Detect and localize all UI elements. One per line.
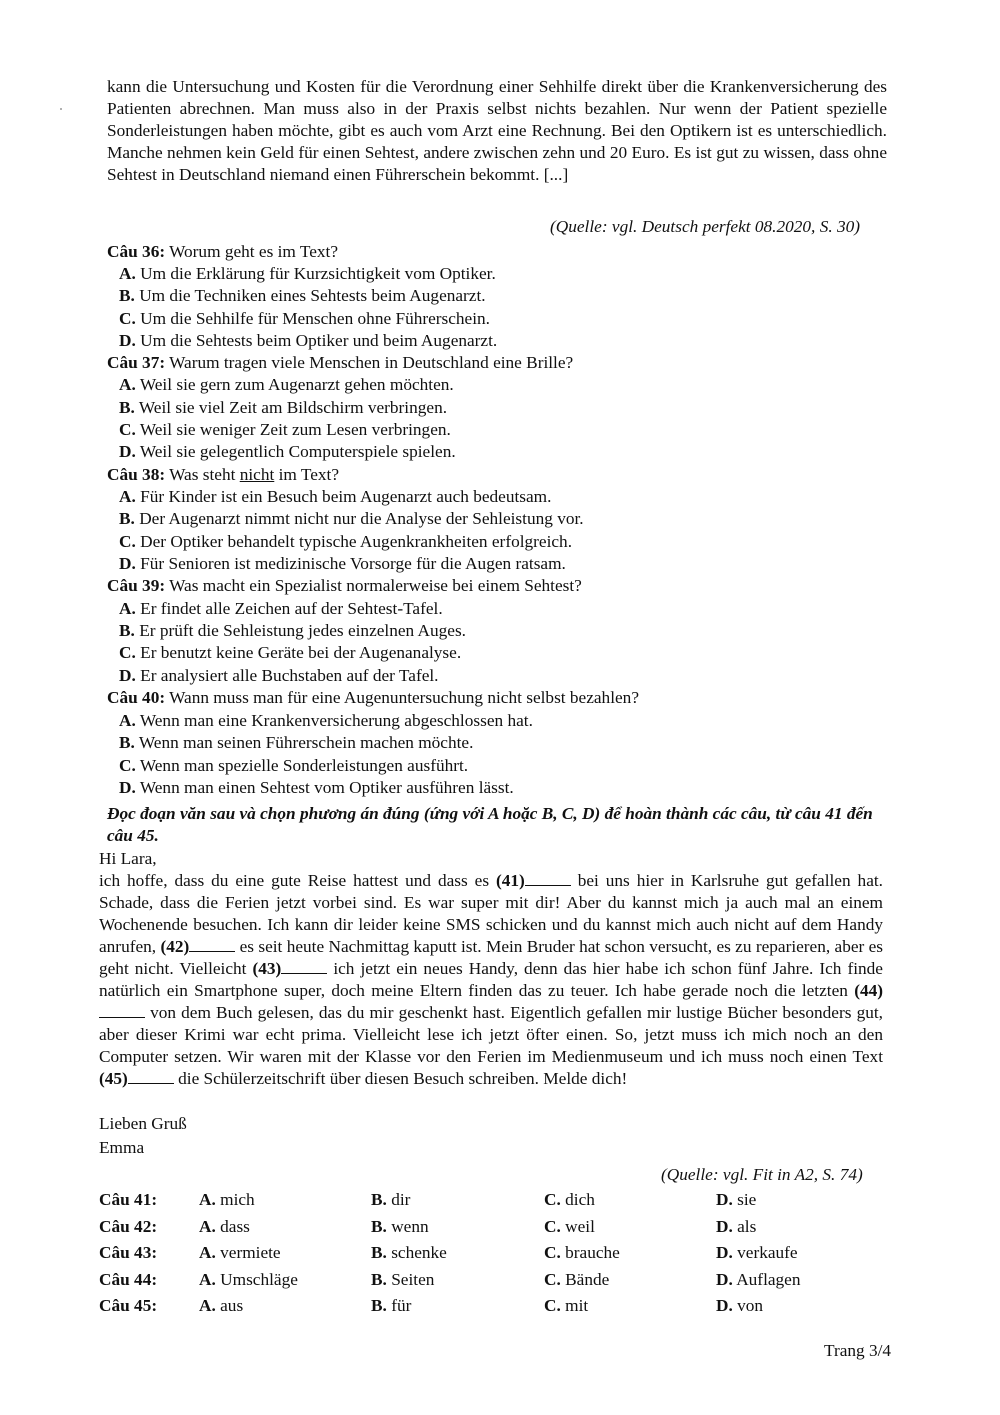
question-text: Wann muss man für eine Augenuntersuchung nicht selbst bezahlen? — [169, 688, 639, 707]
option: A. Für Kinder ist ein Besuch beim Augenarzt auch bedeutsam. — [119, 487, 552, 506]
question-37 — [107, 352, 573, 374]
option: B. Wenn man seinen Führerschein machen möchte. — [119, 733, 474, 752]
option: A. Wenn man eine Krankenversicherung abgeschlossen hat. — [119, 711, 533, 730]
blank-line — [189, 937, 235, 952]
option: C. Er benutzt keine Geräte bei der Augenanalyse. — [119, 643, 462, 662]
letter-signature: Emma — [99, 1138, 145, 1157]
answer-row-41: Câu 41: A. mich B. dir C. dich D. sie — [99, 1190, 757, 1209]
option: C. Um die Sehhilfe für Menschen ohne Führerschein. — [119, 309, 490, 328]
question-text: Warum tragen viele Menschen in Deutschland eine Brille? — [169, 353, 574, 372]
option: D. Weil sie gelegentlich Computerspiele spielen. — [119, 442, 456, 461]
option: C. Der Optiker behandelt typische Augenkrankheiten erfolgreich. — [119, 532, 573, 551]
blank-line — [281, 959, 327, 974]
question-label: Câu 36: — [107, 242, 166, 261]
blank-43: (43) — [252, 959, 282, 978]
passage-source: (Quelle: vgl. Deutsch perfekt 08.2020, S. 30) — [550, 217, 861, 236]
blank-line — [99, 1003, 145, 1018]
blank-41: (41) — [496, 871, 525, 890]
question-text: Was macht ein Spezialist normalerweise bei einem Sehtest? — [169, 576, 582, 595]
answer-row-45: Câu 45: A. aus B. für C. mit D. von — [99, 1296, 764, 1315]
blank-42: (42) — [160, 937, 190, 956]
option: B. Der Augenarzt nimmt nicht nur die Analyse der Sehleistung vor. — [119, 509, 584, 528]
answer-row-44: Câu 44: A. Umschläge B. Seiten C. Bände D. Auflagen — [99, 1270, 801, 1289]
question-label: Câu 39: — [107, 576, 166, 595]
blank-45: (45) — [99, 1069, 128, 1088]
page-number: Trang 3/4 — [824, 1341, 892, 1360]
letter-body: ich hoffe, dass du eine gute Reise hattest und dass es (41) bei uns hier in Karlsruhe gut gefallen hat. Schade, dass die Ferien jetzt vorbei sind. Es war super mit dir! Aber du kannst mich ja auch mal an einem Wochenende besuchen. Ich kann dir leider keine SMS schicken und du kannst mich auch nicht auf dem Handy anrufen, (42) es seit heute Nachmittag kaputt ist. Mein Bruder hat schon versucht, es zu reparieren, aber es geht nicht. Vielleicht (43) ich jetzt ein neues Handy, denn das hier habe ich schon fünf Jahre. Ich finde natürlich ein Smartphone super, doch meine Eltern finden das zu teuer. Ich habe gerade noch die letzten (44) von dem Buch gelesen, das du mir geschenkt hast. Eigentlich gefallen mir lustige Bücher besonders gut, aber dieser Krimi war echt prima. Vielleicht lese ich jetzt öfter einen. So, jetzt muss ich mich noch an den Computer setzen. Wir waren mit der Klasse vor den Ferien im Medienmuseum und ich muss noch einen Text (45) die Schülerzeitschrift über diesen Besuch schreiben. Melde dich! — [99, 871, 884, 1088]
question-40 — [107, 687, 639, 709]
option: D. Um die Sehtests beim Optiker und beim Augenarzt. — [119, 331, 498, 350]
question-36 — [107, 241, 338, 263]
question-label: Câu 40: — [107, 688, 166, 707]
question-label: Câu 38: — [107, 465, 166, 484]
option: D. Wenn man einen Sehtest vom Optiker ausführen lässt. — [119, 778, 514, 797]
blank-44: (44) — [854, 981, 883, 1000]
blank-line — [525, 871, 571, 886]
answer-row-43: Câu 43: A. vermiete B. schenke C. brauche D. verkaufe — [99, 1243, 798, 1262]
letter-greeting: Hi Lara, — [99, 849, 157, 868]
question-label: Câu 37: — [107, 353, 166, 372]
option: B. Um die Techniken eines Sehtests beim Augenarzt. — [119, 286, 486, 305]
option: C. Wenn man spezielle Sonderleistungen ausführt. — [119, 756, 469, 775]
option: B. Weil sie viel Zeit am Bildschirm verbringen. — [119, 398, 448, 417]
option: C. Weil sie weniger Zeit zum Lesen verbringen. — [119, 420, 451, 439]
letter-source: (Quelle: vgl. Fit in A2, S. 74) — [661, 1165, 863, 1184]
answer-row-42: Câu 42: A. dass B. wenn C. weil D. als — [99, 1217, 757, 1236]
passage-paragraph: kann die Untersuchung und Kosten für die Verordnung einer Sehhilfe direkt über die Krankenversicherung des Patienten abrechnen. Man muss also in der Praxis selbst nichts bezahlen. Nur wenn der Patient spezielle Sonderleistungen haben möchte, gibt es auch vom Arzt eine Rechnung. Bei den Optikern ist es unterschiedlich. Manche nehmen kein Geld für einen Sehtest, andere zwischen zehn und 20 Euro. Es ist gut zu wissen, dass ohne Sehtest in Deutschland niemand einen Führerschein bekommt. [...] — [107, 77, 887, 184]
option: A. Er findet alle Zeichen auf der Sehtest-Tafel. — [119, 599, 443, 618]
scan-dot — [60, 108, 62, 110]
question-text: Worum geht es im Text? — [169, 242, 339, 261]
question-38: Câu 38: Was steht nicht im Text? — [107, 465, 339, 484]
blank-line — [128, 1069, 174, 1084]
letter-closing: Lieben Gruß — [99, 1114, 187, 1133]
question-39 — [107, 575, 582, 597]
option: B. Er prüft die Sehleistung jedes einzelnen Auges. — [119, 621, 467, 640]
option: D. Er analysiert alle Buchstaben auf der Tafel. — [119, 666, 439, 685]
option: D. Für Senioren ist medizinische Vorsorge für die Augen ratsam. — [119, 554, 566, 573]
option: A. Weil sie gern zum Augenarzt gehen möchten. — [119, 375, 454, 394]
option: A. Um die Erklärung für Kurzsichtigkeit vom Optiker. — [119, 264, 496, 283]
section-instruction: Đọc đoạn văn sau và chọn phương án đúng (ứng với A hoặc B, C, D) để hoàn thành các câu, từ câu 41 đến câu 45. — [107, 804, 873, 845]
